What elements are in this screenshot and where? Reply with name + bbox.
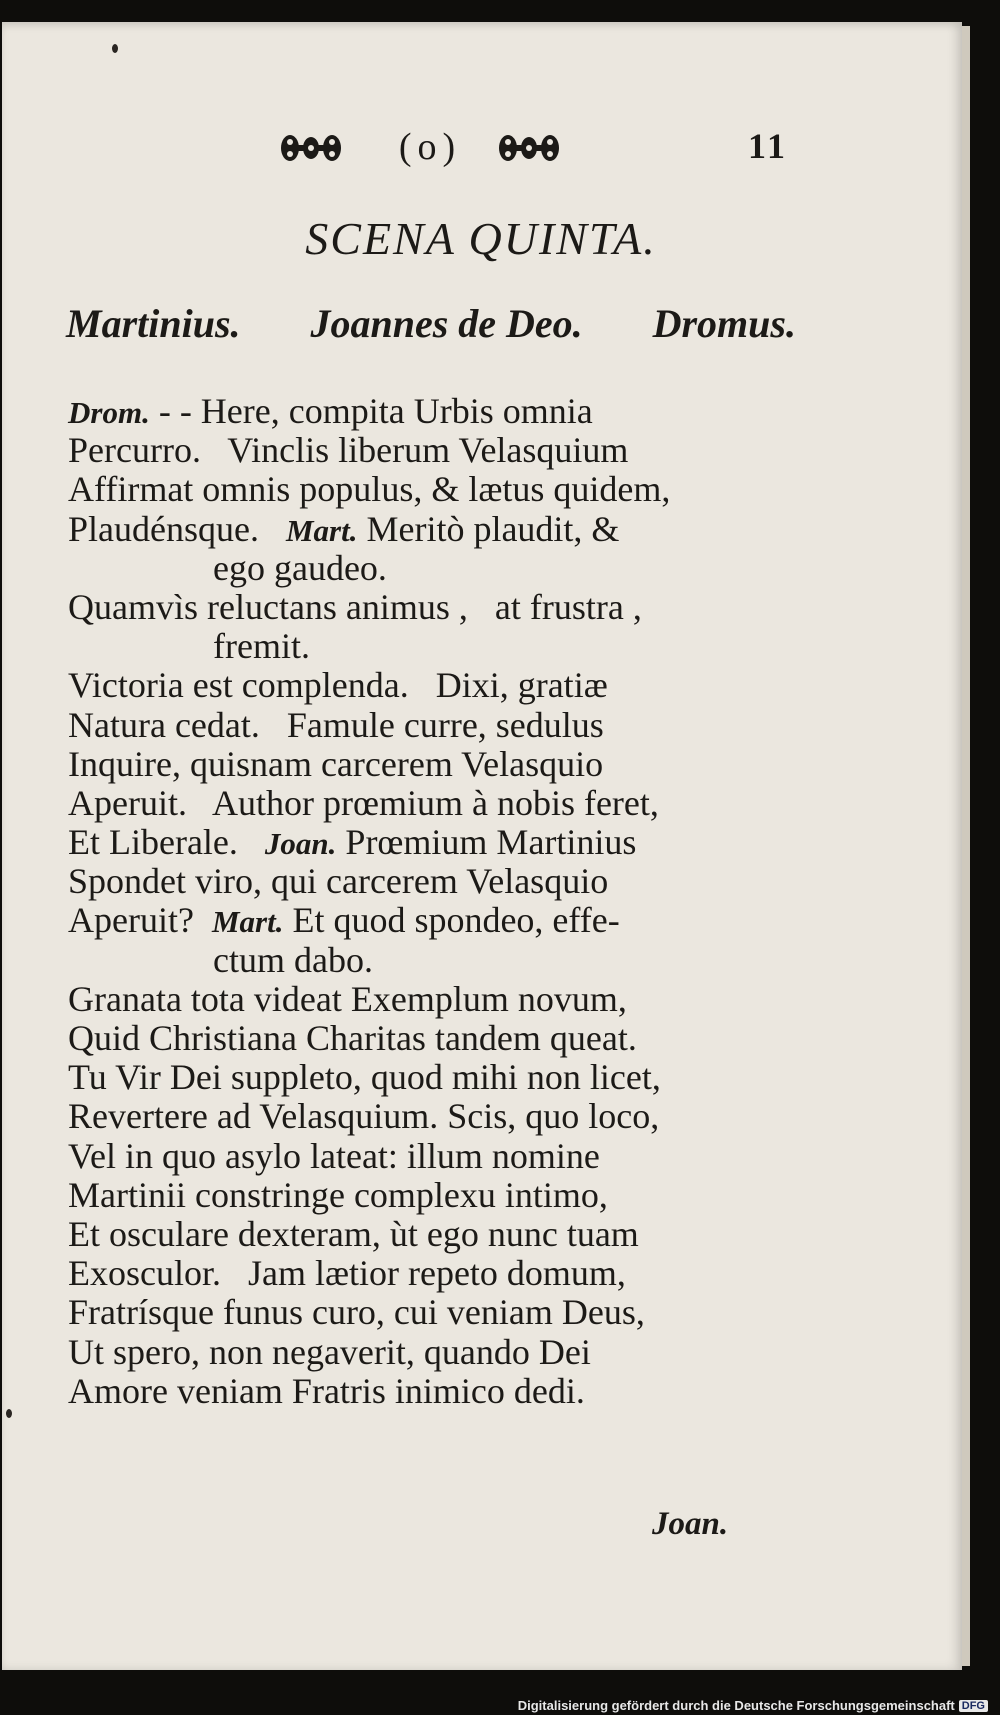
line-text: Exosculor. Jam lætior repeto domum,	[68, 1253, 626, 1294]
line-text: ctum dabo.	[213, 939, 373, 980]
text-line	[68, 510, 798, 549]
text-line	[68, 431, 798, 470]
line-text: Revertere ad Velasquium. Scis, quo loco,	[68, 1096, 660, 1137]
character-name: Martinius.	[66, 301, 241, 346]
speaker-label: Joan.	[264, 826, 337, 862]
text-line	[68, 1058, 798, 1097]
text-line	[68, 1372, 798, 1411]
text-line	[68, 745, 798, 784]
text-line	[68, 862, 798, 901]
text-line	[68, 627, 798, 666]
line-text: Tu Vir Dei suppleto, quod mihi non licet,	[68, 1057, 661, 1098]
text-line	[68, 1137, 798, 1176]
ink-speck	[112, 44, 118, 53]
line-text: Quamvìs reluctans animus , at frustra ,	[68, 586, 642, 627]
digitization-credit	[518, 1698, 988, 1713]
line-text: Aperuit. Author prœmium à nobis feret,	[68, 782, 659, 823]
line-text: Prœmium Martinius	[336, 822, 637, 863]
text-line	[68, 549, 798, 588]
page-edge	[962, 26, 970, 1666]
character-name: Joannes de Deo.	[310, 301, 583, 346]
text-line	[68, 588, 798, 627]
text-line	[68, 941, 798, 980]
running-head	[280, 125, 580, 173]
text-line	[68, 1019, 798, 1058]
text-line	[68, 1215, 798, 1254]
page-number: 11	[748, 126, 789, 166]
text-line	[68, 666, 798, 705]
text-line	[68, 784, 798, 823]
speaker-label: Mart.	[285, 512, 358, 548]
line-text: Aperuit?	[68, 900, 212, 941]
page-label: (o)	[398, 126, 462, 168]
line-text: Spondet viro, qui carcerem Velasquio	[68, 861, 609, 902]
line-text: Et quod spondeo, effe-	[283, 900, 620, 941]
character-name: Dromus.	[652, 301, 796, 346]
text-line	[68, 1097, 798, 1136]
text-line	[68, 823, 798, 862]
line-text: Vel in quo asylo lateat: illum nomine	[68, 1135, 600, 1176]
text-line	[68, 980, 798, 1019]
line-text: Et Liberale.	[68, 822, 265, 863]
line-text: Amore veniam Fratris inimico dedi.	[68, 1370, 585, 1411]
dialogue-text	[68, 392, 798, 1411]
line-text: fremit.	[213, 626, 310, 667]
line-text: Natura cedat. Famule curre, sedulus	[68, 704, 604, 745]
line-text: - - Here, compita Urbis omnia	[149, 391, 593, 431]
text-line	[68, 1333, 798, 1372]
ink-speck	[6, 1409, 12, 1418]
line-text: Fratrísque funus curo, cui veniam Deus,	[68, 1292, 645, 1333]
line-text: Ut spero, non negaverit, quando Dei	[68, 1331, 591, 1372]
catchword: Joan.	[652, 1506, 729, 1542]
text-line	[68, 901, 798, 940]
text-line	[68, 1293, 798, 1332]
text-line	[68, 392, 798, 431]
line-text: Victoria est complenda. Dixi, gratiæ	[68, 665, 608, 706]
line-text: Inquire, quisnam carcerem Velasquio	[68, 743, 604, 784]
speaker-label: Mart.	[211, 904, 284, 940]
fleuron-ornament-left-icon	[280, 129, 342, 167]
line-text: Martinii constringe complexu intimo,	[68, 1174, 608, 1215]
character-list	[66, 300, 796, 347]
fleuron-ornament-right-icon	[498, 129, 560, 167]
dfg-logo: DFG	[959, 1700, 988, 1712]
line-text: Et osculare dexteram, ùt ego nunc tuam	[68, 1213, 639, 1254]
credit-text: Digitalisierung gefördert durch die Deutsche Forschungsgemeinschaft	[517, 1698, 955, 1713]
line-text: Quid Christiana Charitas tandem queat.	[68, 1018, 637, 1058]
line-text: Affirmat omnis populus, & lætus quidem,	[68, 469, 671, 510]
scene-title: SCENA QUINTA.	[305, 213, 657, 264]
text-line	[68, 470, 798, 509]
line-text: ego gaudeo.	[213, 547, 387, 588]
line-text: Percurro. Vinclis liberum Velasquium	[68, 430, 629, 471]
line-text: Meritò plaudit, &	[357, 508, 620, 549]
line-text: Plaudénsque.	[68, 508, 286, 549]
text-line	[68, 706, 798, 745]
line-text: Granata tota videat Exemplum novum,	[68, 978, 627, 1019]
speaker-label: Drom.	[68, 395, 150, 430]
text-line	[68, 1176, 798, 1215]
text-line	[68, 1254, 798, 1293]
